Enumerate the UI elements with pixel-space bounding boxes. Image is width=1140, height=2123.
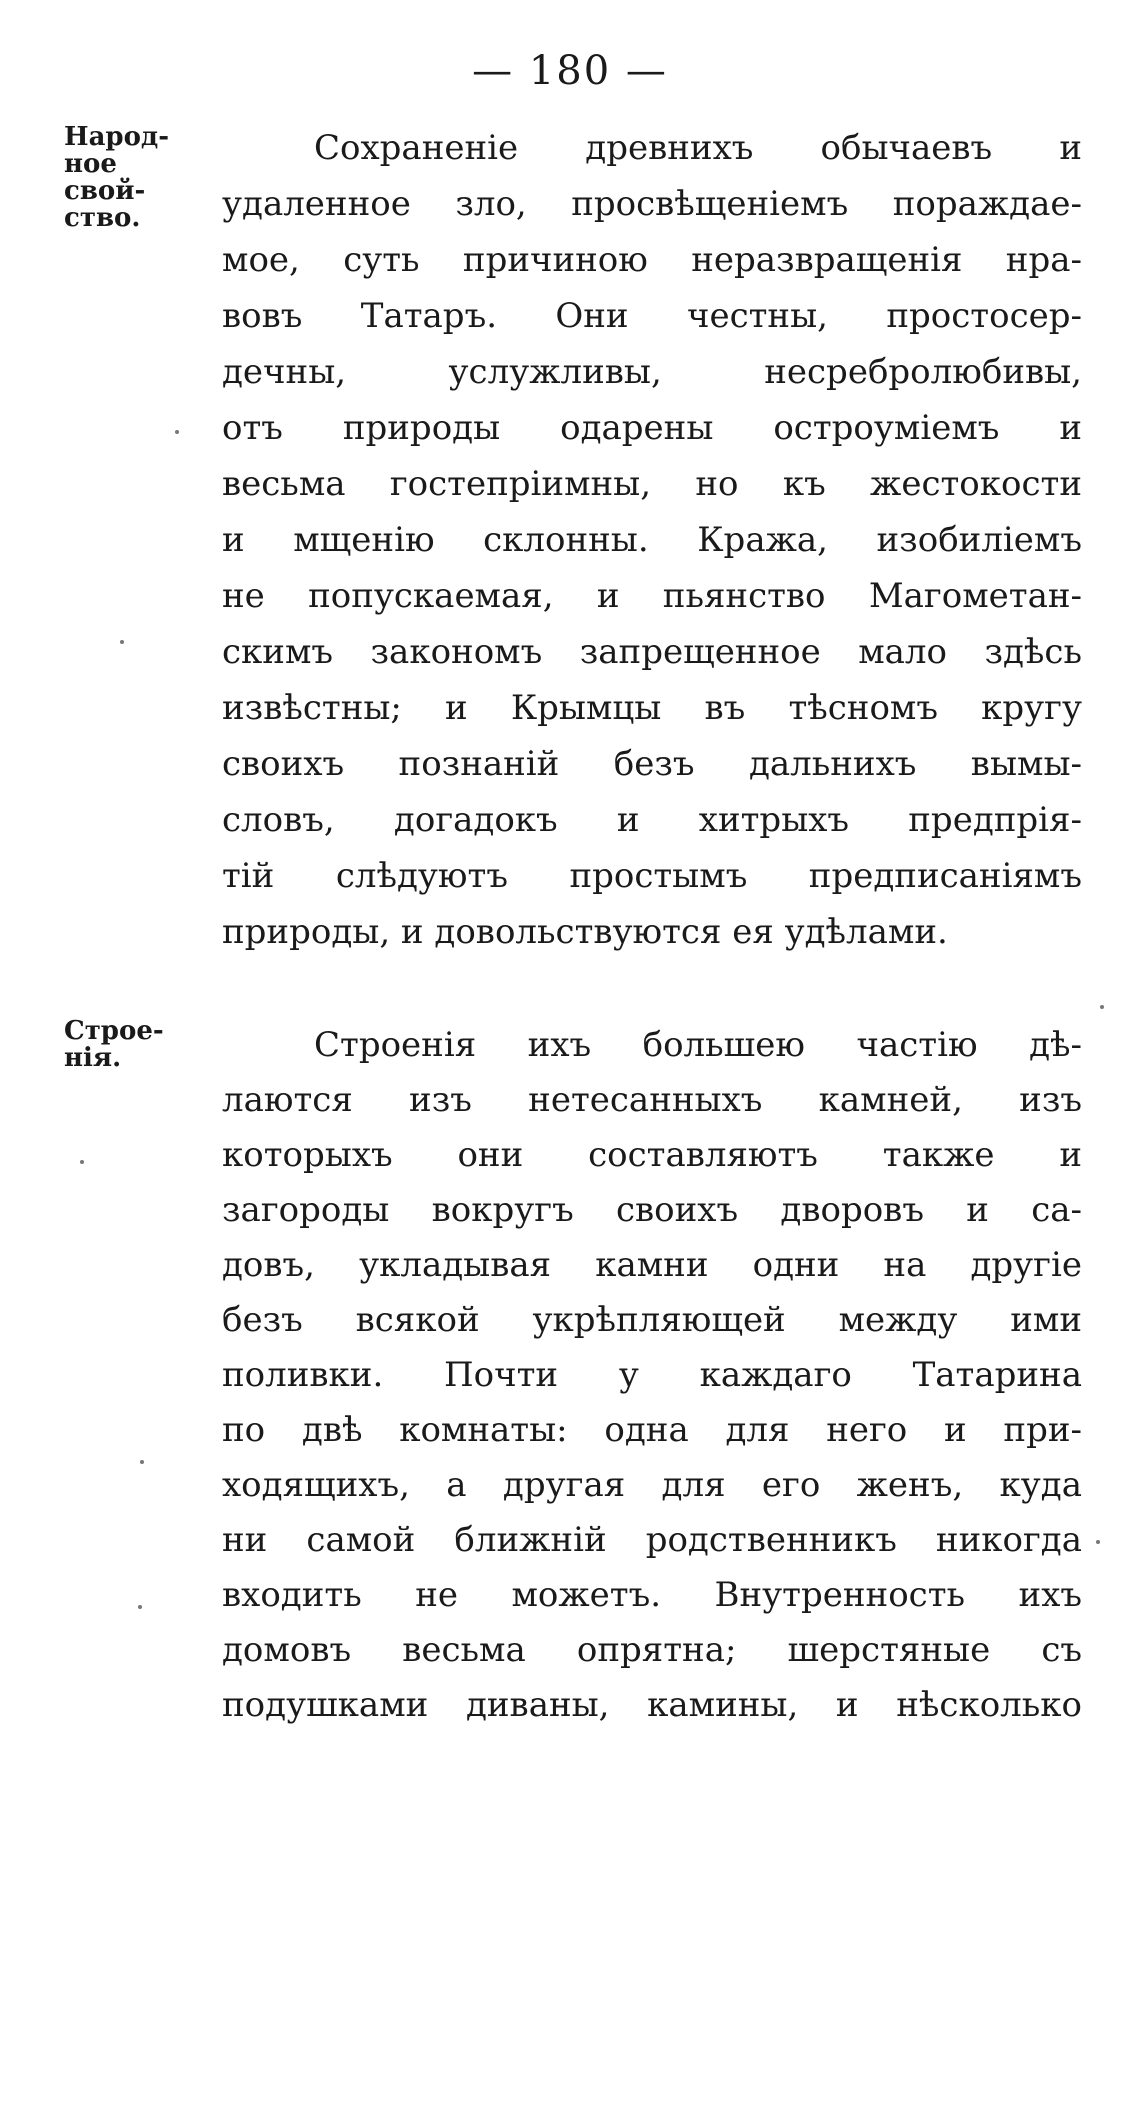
scan-speck bbox=[120, 640, 124, 644]
paragraph-buildings bbox=[222, 1018, 1082, 1733]
text-line: весьма гостепріимны, но къ жестокости bbox=[222, 464, 1082, 504]
text-line: довъ, укладывая камни одни на другіе bbox=[222, 1245, 1082, 1285]
text-line: ни самой ближній родственникъ никогда bbox=[222, 1520, 1082, 1560]
scan-speck bbox=[1096, 1540, 1100, 1544]
text-line: безъ всякой укрѣпляющей между ими bbox=[222, 1300, 1082, 1340]
scan-speck bbox=[1100, 1005, 1104, 1009]
text-line: и мщенію склонны. Кража, изобиліемъ bbox=[222, 520, 1082, 560]
text-line: своихъ познаній безъ дальнихъ вымы- bbox=[222, 744, 1082, 784]
scan-speck bbox=[80, 1160, 84, 1164]
text-line: отъ природы одарены остроуміемъ и bbox=[222, 408, 1082, 448]
text-line: словъ, догадокъ и хитрыхъ предпрія- bbox=[222, 800, 1082, 840]
text-line: по двѣ комнаты: одна для него и при- bbox=[222, 1410, 1082, 1450]
text-line: мое, суть причиною неразвращенія нра- bbox=[222, 240, 1082, 280]
text-line: загороды вокругъ своихъ дворовъ и са- bbox=[222, 1190, 1082, 1230]
scan-speck bbox=[138, 1605, 142, 1609]
margin-note-national-character: Народ- ное свой- ство. bbox=[64, 122, 170, 233]
text-line: удаленное зло, просвѣщеніемъ пораждае- bbox=[222, 184, 1082, 224]
text-line: ходящихъ, а другая для его женъ, куда bbox=[222, 1465, 1082, 1505]
text-line: извѣстны; и Крымцы въ тѣсномъ кругу bbox=[222, 688, 1082, 728]
margin-note-buildings: Строе- нія. bbox=[64, 1016, 164, 1073]
text-line: поливки. Почти у каждаго Татарина bbox=[222, 1355, 1082, 1395]
text-line: скимъ закономъ запрещенное мало здѣсь bbox=[222, 632, 1082, 672]
text-line: вовъ Татаръ. Они честны, простосер- bbox=[222, 296, 1082, 336]
paragraph-national-character bbox=[222, 120, 1082, 960]
text-line: не попускаемая, и пьянство Магометан- bbox=[222, 576, 1082, 616]
text-line: домовъ весьма опрятна; шерстяные съ bbox=[222, 1630, 1082, 1670]
text-line: тій слѣдуютъ простымъ предписаніямъ bbox=[222, 856, 1082, 896]
text-line: дечны, услужливы, несребролюбивы, bbox=[222, 352, 1082, 392]
scan-speck bbox=[140, 1460, 144, 1464]
text-line: природы, и довольствуются ея удѣлами. bbox=[222, 912, 948, 952]
text-line: подушками диваны, камины, и нѣсколько bbox=[222, 1685, 1082, 1725]
page-number: — 180 — bbox=[472, 48, 668, 94]
text-line: Сохраненіе древнихъ обычаевъ и bbox=[314, 128, 1082, 168]
text-line: которыхъ они составляютъ также и bbox=[222, 1135, 1082, 1175]
text-line: входить не можетъ. Внутренность ихъ bbox=[222, 1575, 1082, 1615]
text-line: Строенія ихъ большею частію дѣ- bbox=[314, 1025, 1082, 1065]
text-line: лаются изъ нетесанныхъ камней, изъ bbox=[222, 1080, 1082, 1120]
scan-speck bbox=[175, 430, 179, 434]
